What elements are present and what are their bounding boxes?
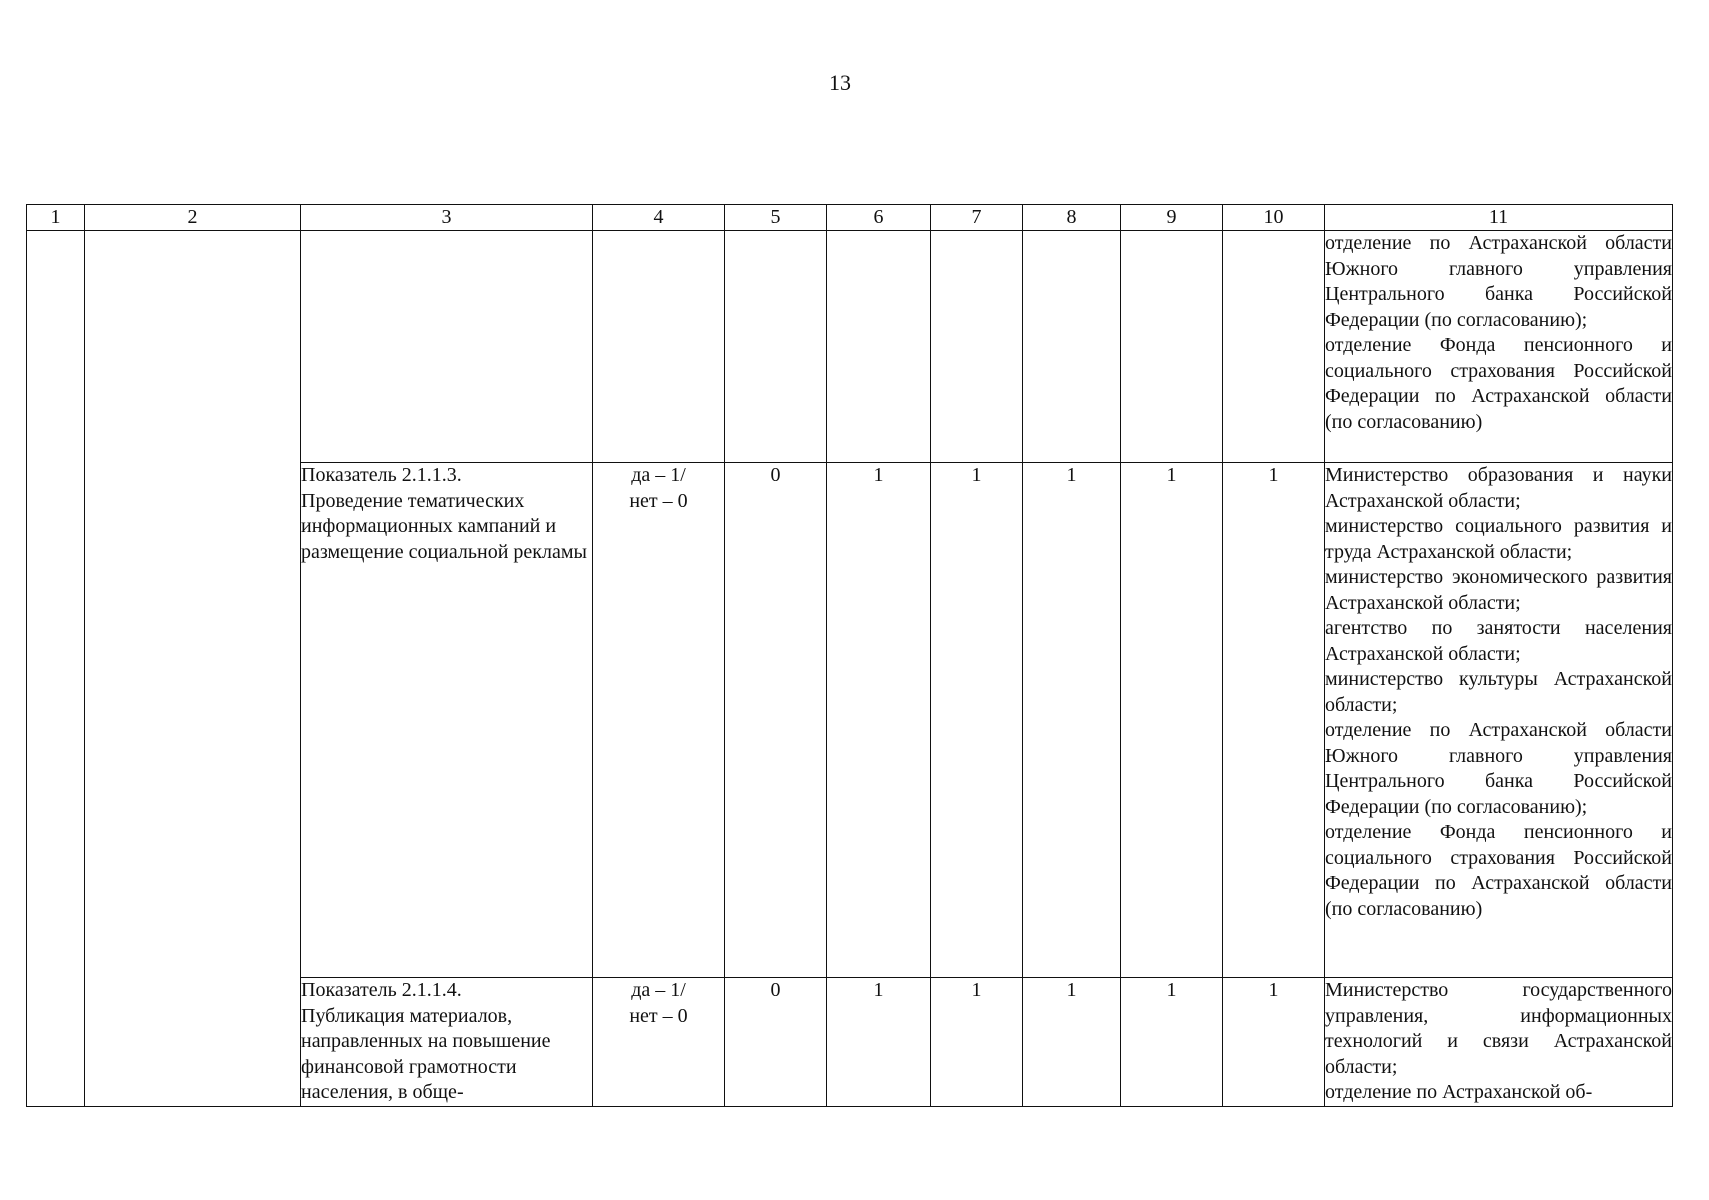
value-cell: 1	[827, 463, 931, 978]
page-number: 13	[829, 70, 851, 95]
responsible-entry: отделение по Астраханской об-	[1325, 1081, 1593, 1103]
value-cell	[1121, 231, 1223, 463]
responsible-entry: Министерство государственного управления, информационных технологий и связи Астраханской области;	[1325, 979, 1672, 1078]
responsible-entry: министерство экономического развития Астраханской области;	[1325, 566, 1672, 614]
indicator-cell: Показатель 2.1.1.3. Проведение тематических информационных кампаний и размещение социальной рекламы	[301, 463, 593, 978]
responsible-entry: министерство культуры Астраханской области;	[1325, 668, 1672, 716]
responsible-entry: отделение Фонда пенсионного и социального страхования Российской Федерации по Астраханской области (по согласованию)	[1325, 821, 1672, 920]
cell-col-1	[27, 231, 85, 1107]
column-header: 1	[27, 205, 85, 231]
value-cell: 1	[1023, 463, 1121, 978]
value-cell: 1	[1023, 978, 1121, 1107]
column-header: 11	[1325, 205, 1673, 231]
unit-cell: да – 1/ нет – 0	[593, 463, 725, 978]
value-cell: 0	[725, 463, 827, 978]
responsible-entry: министерство социального развития и труда Астраханской области;	[1325, 515, 1672, 563]
responsible-cell	[1325, 463, 1673, 978]
indicators-table	[26, 204, 1673, 1107]
value-cell: 1	[1223, 978, 1325, 1107]
column-header: 7	[931, 205, 1023, 231]
responsible-entry: отделение по Астраханской области Южного главного управления Центрального банка Российской Федерации (по согласованию);	[1325, 232, 1672, 331]
column-header: 4	[593, 205, 725, 231]
cell-col-2	[85, 231, 301, 1107]
column-header: 5	[725, 205, 827, 231]
value-cell	[1023, 231, 1121, 463]
responsible-entry: отделение Фонда пенсионного и социального страхования Российской Федерации по Астраханской области (по согласованию)	[1325, 334, 1672, 433]
responsible-cell	[1325, 231, 1673, 463]
responsible-entry: агентство по занятости населения Астраханской области;	[1325, 617, 1672, 665]
value-cell: 1	[931, 978, 1023, 1107]
value-cell: 1	[931, 463, 1023, 978]
table-row	[27, 231, 1673, 463]
value-cell	[827, 231, 931, 463]
value-cell: 1	[1121, 463, 1223, 978]
column-header: 3	[301, 205, 593, 231]
responsible-entry: отделение по Астраханской области Южного главного управления Центрального банка Российской Федерации (по согласованию);	[1325, 719, 1672, 818]
value-cell	[1223, 231, 1325, 463]
column-header: 9	[1121, 205, 1223, 231]
unit-cell: да – 1/ нет – 0	[593, 978, 725, 1107]
value-cell: 1	[1223, 463, 1325, 978]
indicator-cell	[301, 231, 593, 463]
value-cell: 1	[1121, 978, 1223, 1107]
column-header: 6	[827, 205, 931, 231]
unit-cell	[593, 231, 725, 463]
column-header: 2	[85, 205, 301, 231]
responsible-cell	[1325, 978, 1673, 1107]
responsible-entry: Министерство образования и науки Астраханской области;	[1325, 464, 1672, 512]
table-header-row	[27, 205, 1673, 231]
value-cell: 0	[725, 978, 827, 1107]
value-cell	[725, 231, 827, 463]
value-cell	[931, 231, 1023, 463]
indicator-cell: Показатель 2.1.1.4. Публикация материалов, направленных на повышение финансовой грамотности населения, в обще-	[301, 978, 593, 1107]
column-header: 10	[1223, 205, 1325, 231]
column-header: 8	[1023, 205, 1121, 231]
value-cell: 1	[827, 978, 931, 1107]
